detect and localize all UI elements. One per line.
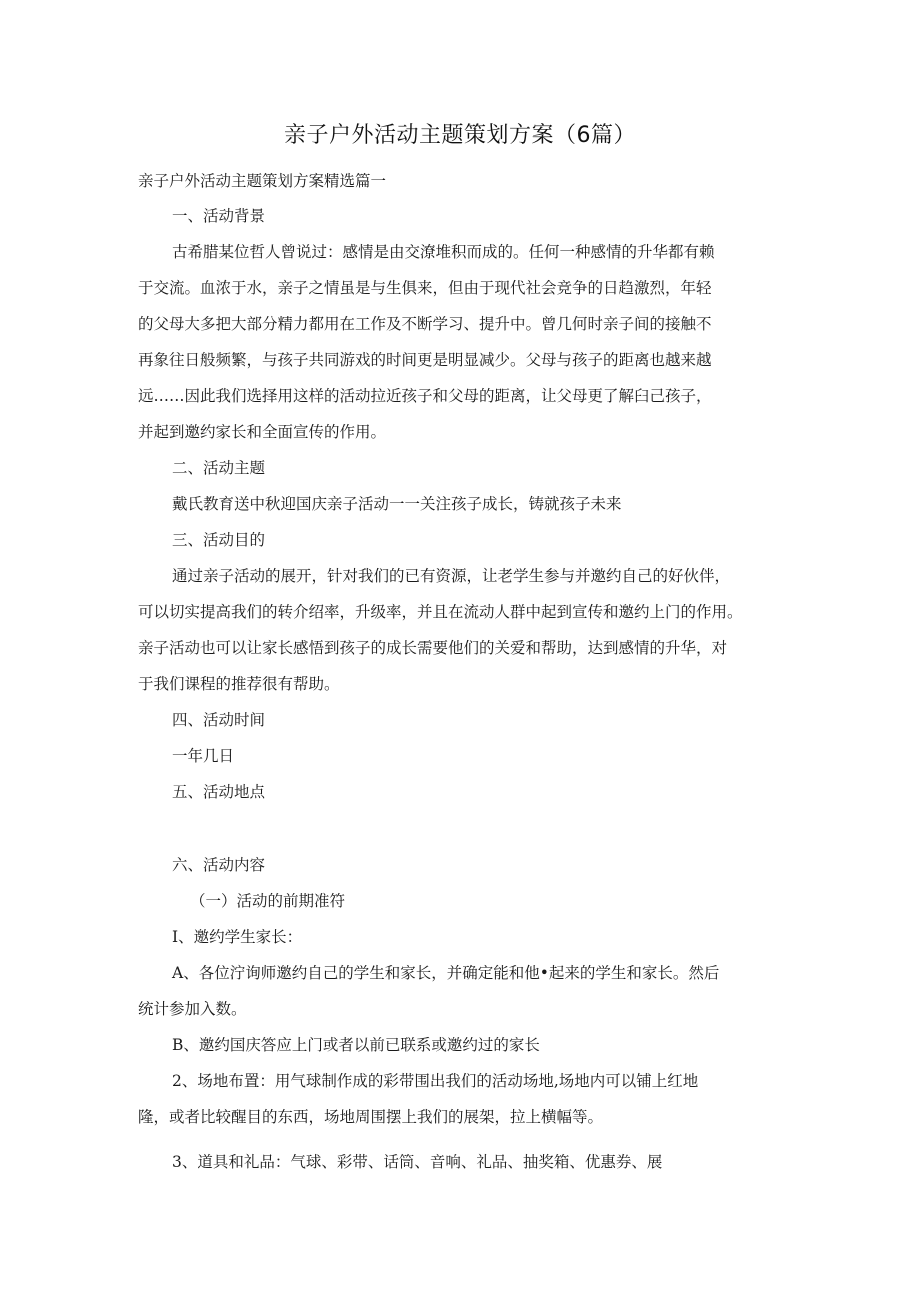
heading-purpose: 三、活动目的 (172, 531, 266, 549)
paragraph-line: 统计参加入数。 (138, 1000, 247, 1018)
props-text: 3、道具和礼品：气球、彩带、话筒、音响、礼品、抽奖箱、优惠券、展 (172, 1153, 663, 1171)
invite-b-text: B、邀约国庆答应上门或者以前已联系或邀约过的家长 (172, 1036, 540, 1054)
heading-preparation: （一）活动的前期准符 (190, 892, 346, 910)
paragraph-line: 古希腊某位哲人曾说过：感情是由交潦堆积而成的。任何一种感情的升华都有赖 (172, 243, 715, 261)
paragraph-line: 2、场地布置：用气球制作成的彩带围出我们的活动场地,场地内可以铺上红地 (172, 1072, 699, 1090)
heading-time: 四、活动时间 (172, 711, 266, 729)
paragraph-line: 隆，或者比较醒目的东西，场地周围摆上我们的展架，拉上横幅等。 (138, 1108, 604, 1126)
paragraph-line: 再象往日般频繁，与孩子共同游戏的时间更是明显减少。父母与孩子的距离也越来越 (138, 351, 712, 369)
paragraph-line: 可以切实提高我们的转介绍率，升级率，并且在流动人群中起到宣传和邀约上门的作用。 (138, 603, 743, 621)
document-title: 亲子户外活动主题策划方案（6篇） (284, 123, 636, 148)
time-text: 一年几日 (172, 747, 235, 765)
paragraph-line: 通过亲子活动的展开，针对我们的已有资源，让老学生参与并邀约自己的好伙伴， (172, 567, 731, 585)
heading-background: 一、活动背景 (172, 207, 266, 225)
paragraph-line: 于我们课程的推荐很有帮助。 (138, 675, 340, 693)
paragraph-line: A、各位泞询师邀约自己的学生和家长，并确定能和他•起来的学生和家长。然后 (172, 964, 720, 982)
theme-text: 戴氏教育送中秋迎国庆亲子活动一一关注孩子成长，铸就孩子未来 (172, 495, 622, 513)
paragraph-line: 于交流。血浓于水，亲子之情虽是与生俱来，但由于现代社会竞争的日趋激烈，年轻 (138, 279, 712, 297)
heading-place: 五、活动地点 (172, 783, 266, 801)
heading-invite: I、邀约学生家长： (172, 928, 303, 946)
heading-content: 六、活动内容 (172, 856, 266, 874)
paragraph-line: 的父母大多把大部分精力都用在工作及不断学习、提升中。曾几何时亲子间的接触不 (138, 315, 712, 333)
paragraph-line: 并起到邀约家长和全面宣传的作用。 (138, 423, 387, 441)
paragraph-line: 亲子活动也可以让家长感悟到孩子的成长需要他们的关爱和帮助，达到感情的升华，对 (138, 639, 728, 657)
paragraph-line: 远……因此我们选择用这样的活动拉近孩子和父母的距离，让父母更了解臼己孩子， (138, 387, 712, 405)
heading-theme: 二、活动主题 (172, 459, 266, 477)
section-subtitle: 亲子户外活动主题策划方案精选篇一 (138, 172, 387, 190)
